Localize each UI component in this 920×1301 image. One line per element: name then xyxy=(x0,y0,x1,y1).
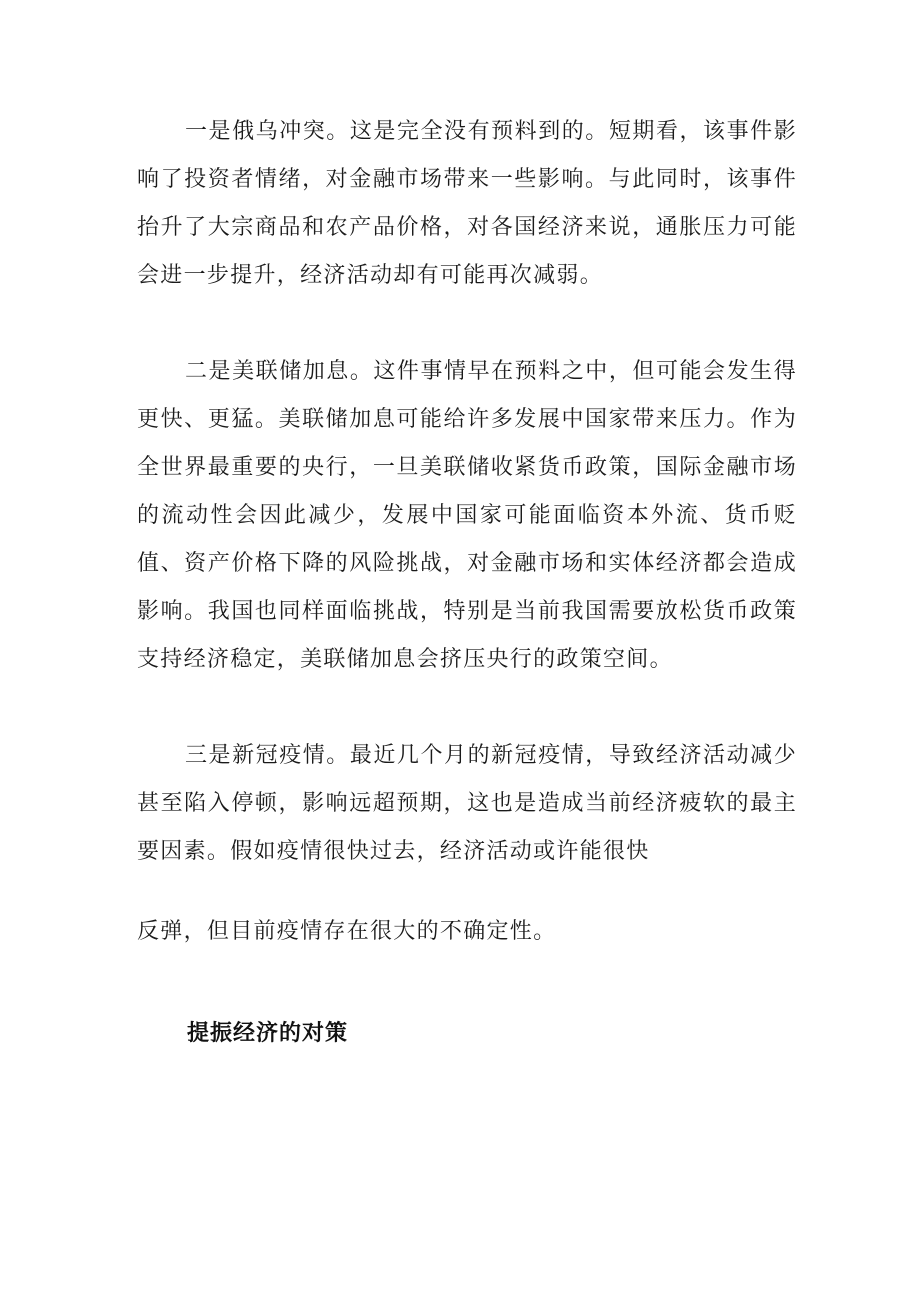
paragraph-fed-rate-hike: 二是美联储加息。这件事情早在预料之中，但可能会发生得更快、更猛。美联储加息可能给许多发展中国家带来压力。作为全世界最重要的央行，一旦美联储收紧货币政策，国际金融市场的流动性会因此减少，发展中国家可能面临资本外流、货币贬值、资产价格下降的风险挑战，对金融市场和实体经济都会造成影响。我国也同样面临挑战，特别是当前我国需要放松货币政策支持经济稳定，美联储加息会挤压央行的政策空间。 xyxy=(137,359,797,672)
section-heading: 提振经济的对策 xyxy=(187,1021,349,1046)
paragraph-russia-ukraine-conflict: 一是俄乌冲突。这是完全没有预料到的。短期看，该事件影响了投资者情绪，对金融市场带来一些影响。与此同时，该事件抬升了大宗商品和农产品价格，对各国经济来说，通胀压力可能会进一步提升，经济活动却有可能再次减弱。 xyxy=(137,119,797,288)
paragraph-covid-epidemic: 三是新冠疫情。最近几个月的新冠疫情，导致经济活动减少甚至陷入停顿，影响远超预期，这也是造成当前经济疲软的最主要因素。假如疫情很快过去，经济活动或许能很快 xyxy=(137,743,797,864)
paragraph-covid-continued: 反弹，但目前疫情存在很大的不确定性。 xyxy=(137,919,557,944)
